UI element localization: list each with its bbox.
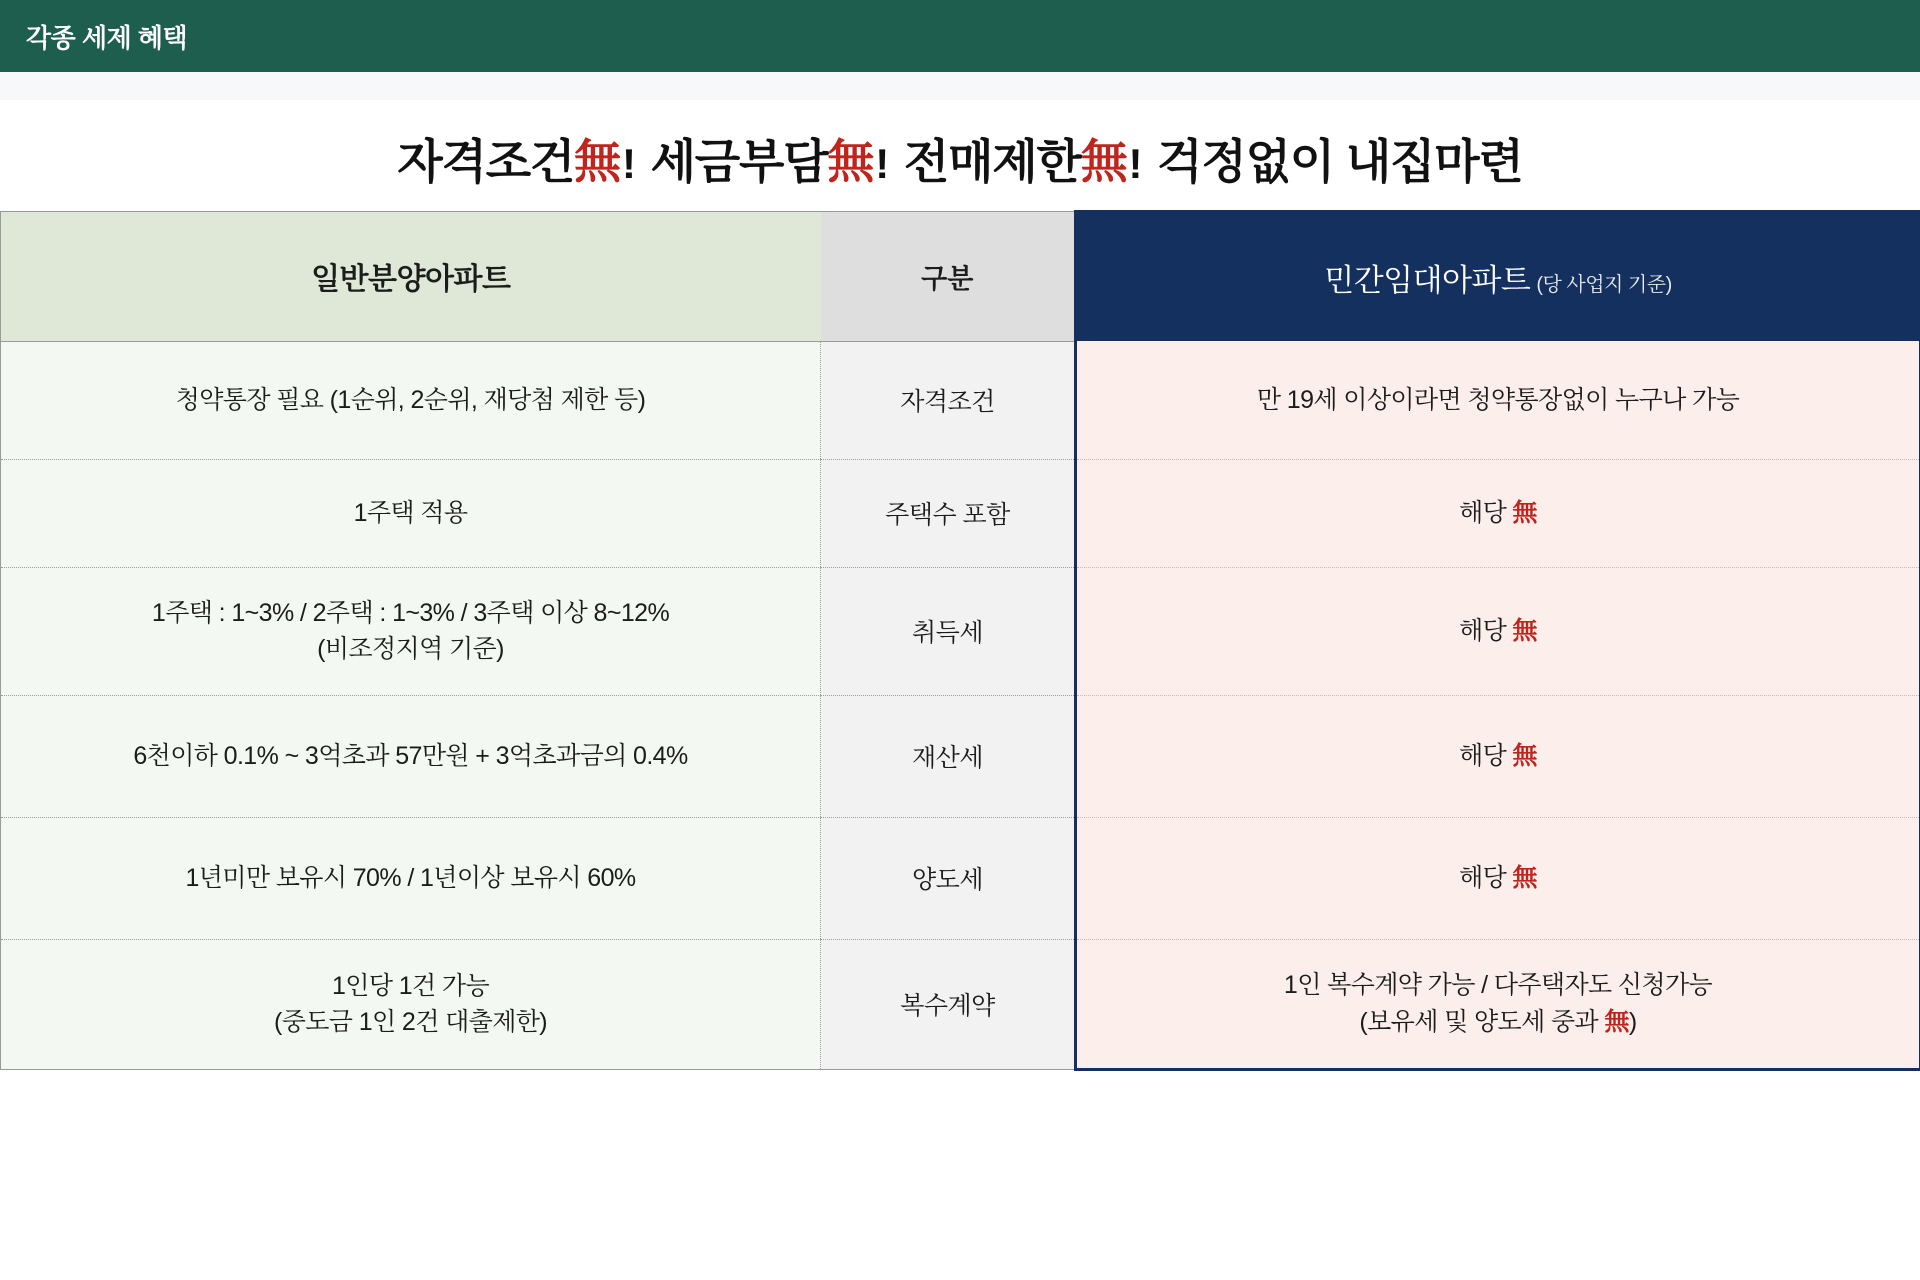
cell-general [1, 341, 821, 459]
cell-rental-line1: 해당 無 [1459, 741, 1537, 770]
cell-general [1, 459, 821, 567]
header-general-apartment: 일반분양아파트 [1, 212, 821, 342]
cell-rental-line1: 해당 無 [1459, 616, 1537, 645]
cell-general-line1: 6천이하 0.1% ~ 3억초과 57만원 + 3억초과금의 0.4% [133, 741, 688, 770]
comparison-table [0, 210, 1920, 1071]
cell-category: 자격조건 [821, 341, 1076, 459]
headline-block [0, 101, 1920, 210]
cell-rental-line1: 1인 복수계약 가능 / 다주택자도 신청가능 [1283, 971, 1713, 1000]
cell-general-line1: 1년미만 보유시 70% / 1년이상 보유시 60% [185, 863, 636, 892]
cell-general [1, 695, 821, 817]
cell-general-line1: 청약통장 필요 (1순위, 2순위, 재당첨 제한 등) [175, 385, 646, 414]
table-row [1, 817, 1920, 939]
table-row [1, 695, 1920, 817]
cell-general [1, 939, 821, 1069]
cell-rental [1076, 341, 1920, 459]
no-glyph: 無 [1512, 616, 1537, 645]
no-glyph: 無 [1512, 741, 1537, 770]
cell-category: 복수계약 [821, 939, 1076, 1069]
cell-category: 취득세 [821, 567, 1076, 695]
cell-rental [1076, 817, 1920, 939]
table-row [1, 567, 1920, 695]
cell-rental [1076, 459, 1920, 567]
headline-no-1: 無 [574, 135, 620, 188]
table-header-row [1, 212, 1920, 342]
headline-part-1: 자격조건 [397, 135, 575, 188]
table-head [1, 212, 1920, 342]
cell-rental [1076, 567, 1920, 695]
headline-no-3: 無 [1080, 135, 1127, 188]
no-glyph: 無 [1604, 1007, 1629, 1036]
cell-rental [1076, 695, 1920, 817]
headline-part-4: 걱정없이 내집마련 [1145, 135, 1523, 188]
cell-general [1, 567, 821, 695]
header-rental-apartment [1076, 212, 1920, 342]
table-body [1, 341, 1920, 1069]
table-row [1, 341, 1920, 459]
cell-rental-line1: 만 19세 이상이라면 청약통장없이 누구나 가능 [1256, 385, 1740, 414]
cell-rental-line2: (보유세 및 양도세 중과 無) [1359, 1007, 1637, 1036]
section-title: 각종 세제 혜택 [26, 22, 188, 53]
cell-general-line1: 1인당 1건 가능 [331, 971, 490, 1000]
cell-general [1, 817, 821, 939]
cell-category: 재산세 [821, 695, 1076, 817]
cell-rental-line1: 해당 無 [1459, 498, 1537, 527]
cell-category: 양도세 [821, 817, 1076, 939]
headline-bang-3: ! [1128, 140, 1142, 187]
section-header-bar [0, 0, 1920, 72]
header-rental-sub: (당 사업지 기준) [1536, 273, 1672, 296]
headline-no-2: 無 [827, 135, 874, 188]
header-category: 구분 [821, 212, 1076, 342]
comparison-table-wrap [0, 210, 1920, 1071]
table-row [1, 459, 1920, 567]
no-glyph: 無 [1512, 498, 1537, 527]
cell-general-line1: 1주택 적용 [353, 498, 468, 527]
headline-part-3: 전매제한 [892, 135, 1081, 188]
header-divider [0, 72, 1920, 101]
cell-rental [1076, 939, 1920, 1069]
headline-part-2: 세금부담 [638, 135, 828, 188]
cell-general-line2: (비조정지역 기준) [317, 635, 504, 663]
table-row [1, 939, 1920, 1069]
header-rental-main: 민간임대아파트 [1324, 262, 1531, 298]
headline-bang-1: ! [621, 140, 635, 187]
headline-bang-2: ! [875, 140, 889, 187]
headline-text [0, 125, 1920, 192]
cell-general-line1: 1주택 : 1~3% / 2주택 : 1~3% / 3주택 이상 8~12% [151, 598, 670, 627]
cell-category: 주택수 포함 [821, 459, 1076, 567]
no-glyph: 無 [1512, 863, 1537, 892]
cell-general-line2: (중도금 1인 2건 대출제한) [273, 1008, 548, 1036]
cell-rental-line1: 해당 無 [1459, 863, 1537, 892]
